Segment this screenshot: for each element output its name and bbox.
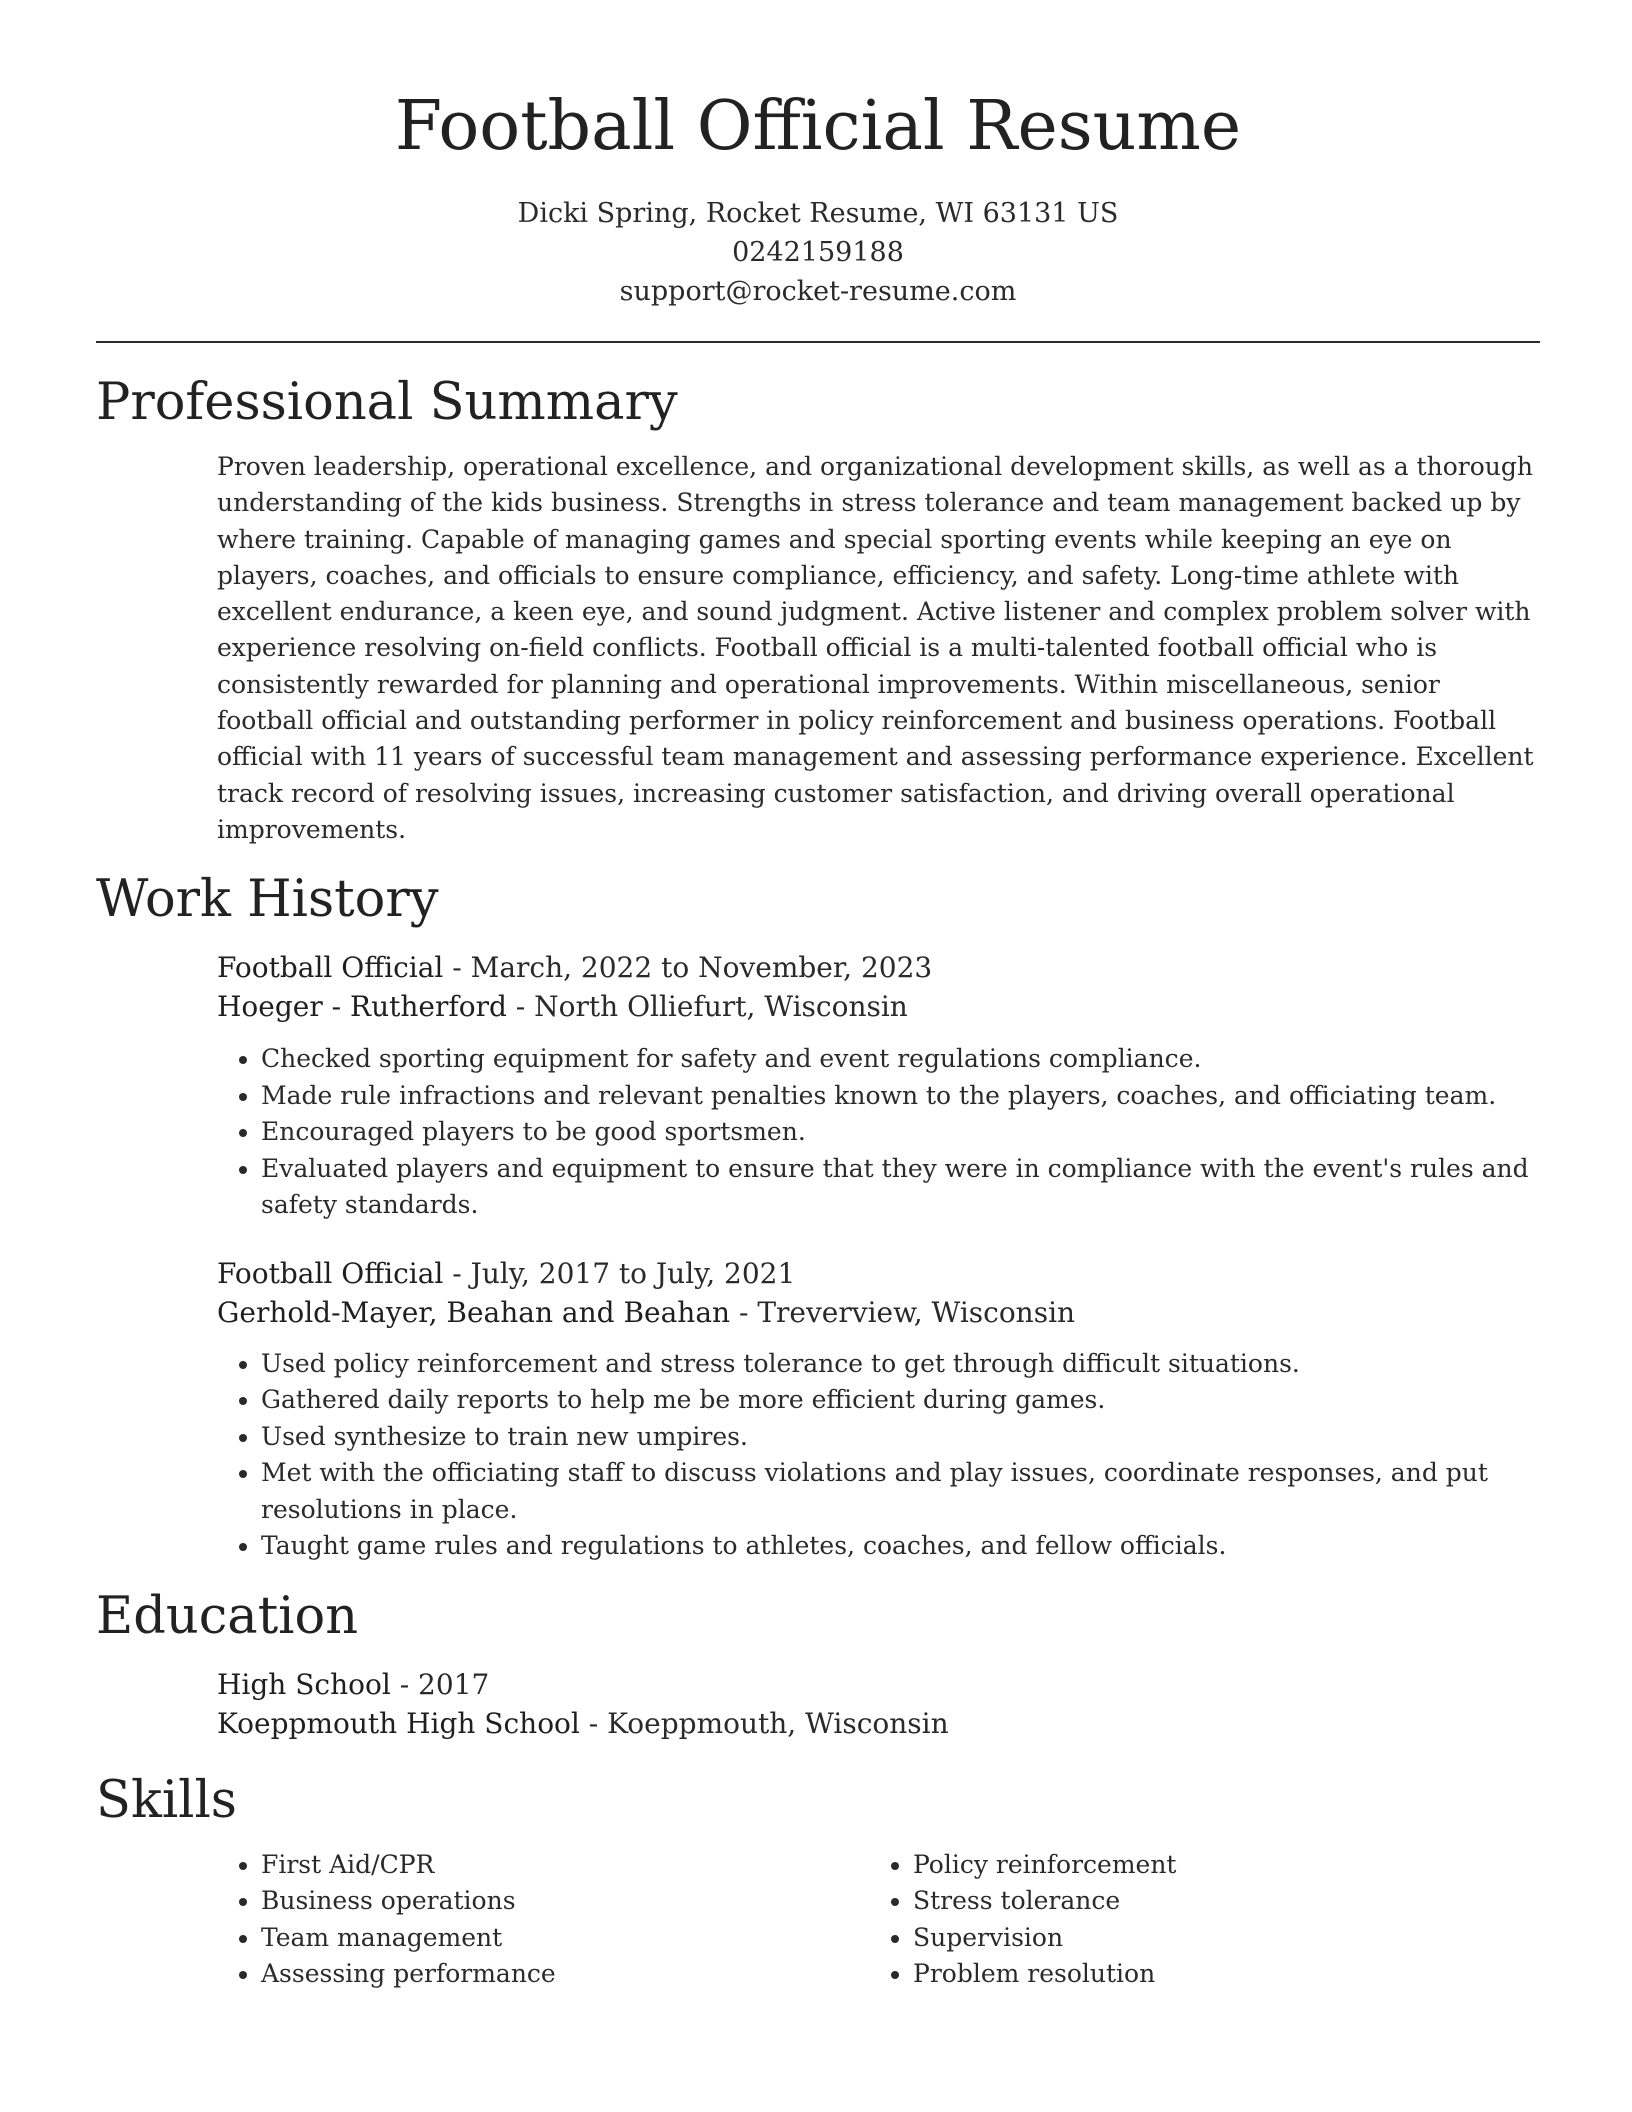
education-degree-line [217, 1665, 1540, 1704]
work-heading: Work History [96, 870, 439, 930]
resume-header [96, 0, 1540, 311]
summary-body [217, 449, 1540, 848]
skills-column-left [217, 1847, 869, 1993]
education-entry [217, 1665, 1540, 1743]
summary-heading: Professional Summary [96, 373, 678, 432]
education-location: - Koeppmouth, Wisconsin [579, 1706, 949, 1740]
education-school: Koeppmouth High School [217, 1706, 580, 1740]
skills-grid [217, 1847, 1540, 1993]
skill-item: • Problem resolution [913, 1956, 1521, 1993]
job-bullet: • Used policy reinforcement and stress tolerance to get through difficult situations. [261, 1346, 1540, 1383]
skill-item: • Stress tolerance [913, 1883, 1521, 1920]
summary-section [96, 371, 1540, 848]
job-dates: - July, 2017 to July, 2021 [443, 1256, 796, 1290]
job-dates: - March, 2022 to November, 2023 [443, 951, 933, 985]
summary-text: Proven leadership, operational excellence, and organizational development skills, as well as a thorough understanding of the kids business. Strengths in stress tolerance and team management backed up by where training. Capable of managing games and special sporting events while keeping an eye on players, coaches, and officials to ensure compliance, efficiency, and safety. Long-time athlete with excellent endurance, a keen eye, and sound judgment. Active listener and complex problem solver with experience resolving on-field conflicts. Football official is a multi-talented football official who is consistently rewarded for planning and operational improvements. Within miscellaneous, senior football official and outstanding performer in policy reinforcement and business operations. Football official with 11 years of successful team management and assessing performance experience. Excellent track record of resolving issues, increasing customer satisfaction, and driving overall operational improvements. [217, 452, 1534, 844]
education-degree: High School [217, 1667, 391, 1701]
job-bullet: • Taught game rules and regulations to athletes, coaches, and fellow officials. [261, 1528, 1540, 1565]
skill-item: • Supervision [913, 1920, 1521, 1957]
job-title: Football Official [217, 951, 444, 985]
education-heading: Education [96, 1586, 359, 1646]
resume-title: Football Official Resume [394, 87, 1242, 166]
skills-list-right [869, 1847, 1521, 1993]
job-bullet: • Met with the officiating staff to discuss violations and play issues, coordinate responses, and put resolutions in place. [261, 1455, 1540, 1528]
skill-item: • Team management [261, 1920, 869, 1957]
job-location: - North Olliefurt, Wisconsin [506, 990, 908, 1024]
job-entry [217, 948, 1540, 1224]
job-company-line [217, 1293, 1540, 1332]
job-company: Hoeger - Rutherford [217, 990, 507, 1024]
skills-column-right [869, 1847, 1521, 1993]
skills-list-left [217, 1847, 869, 1993]
contact-email: support@rocket-resume.com [619, 276, 1017, 307]
job-bullets [217, 1041, 1540, 1224]
skills-section [96, 1769, 1540, 1993]
job-bullet: • Made rule infractions and relevant penalties known to the players, coaches, and officiating team. [261, 1078, 1540, 1115]
resume-page [96, 0, 1540, 1993]
contact-address: Dicki Spring, Rocket Resume, WI 63131 US [517, 198, 1119, 229]
skills-heading: Skills [96, 1770, 237, 1830]
job-bullet: • Gathered daily reports to help me be more efficient during games. [261, 1382, 1540, 1419]
contact-phone: 0242159188 [732, 237, 904, 268]
skill-item: • Assessing performance [261, 1956, 869, 1993]
skill-item: • Policy reinforcement [913, 1847, 1521, 1884]
skill-item: • First Aid/CPR [261, 1847, 869, 1884]
header-divider [96, 341, 1540, 343]
job-bullet: • Used synthesize to train new umpires. [261, 1419, 1540, 1456]
education-section [96, 1585, 1540, 1743]
job-title-line [217, 948, 1540, 987]
job-title: Football Official [217, 1256, 444, 1290]
job-bullet: • Evaluated players and equipment to ensure that they were in compliance with the event's rules and safety standards. [261, 1151, 1540, 1224]
education-school-line [217, 1704, 1540, 1743]
job-entry [217, 1254, 1540, 1565]
job-bullet: • Encouraged players to be good sportsmen. [261, 1114, 1540, 1151]
contact-block [96, 194, 1540, 311]
job-company-line [217, 987, 1540, 1026]
job-bullets [217, 1346, 1540, 1565]
job-location: - Treverview, Wisconsin [730, 1295, 1076, 1329]
skill-item: • Business operations [261, 1883, 869, 1920]
education-year: - 2017 [390, 1667, 490, 1701]
work-section [96, 868, 1540, 1565]
job-title-line [217, 1254, 1540, 1293]
job-bullet: • Checked sporting equipment for safety and event regulations compliance. [261, 1041, 1540, 1078]
job-company: Gerhold-Mayer, Beahan and Beahan [217, 1295, 731, 1329]
